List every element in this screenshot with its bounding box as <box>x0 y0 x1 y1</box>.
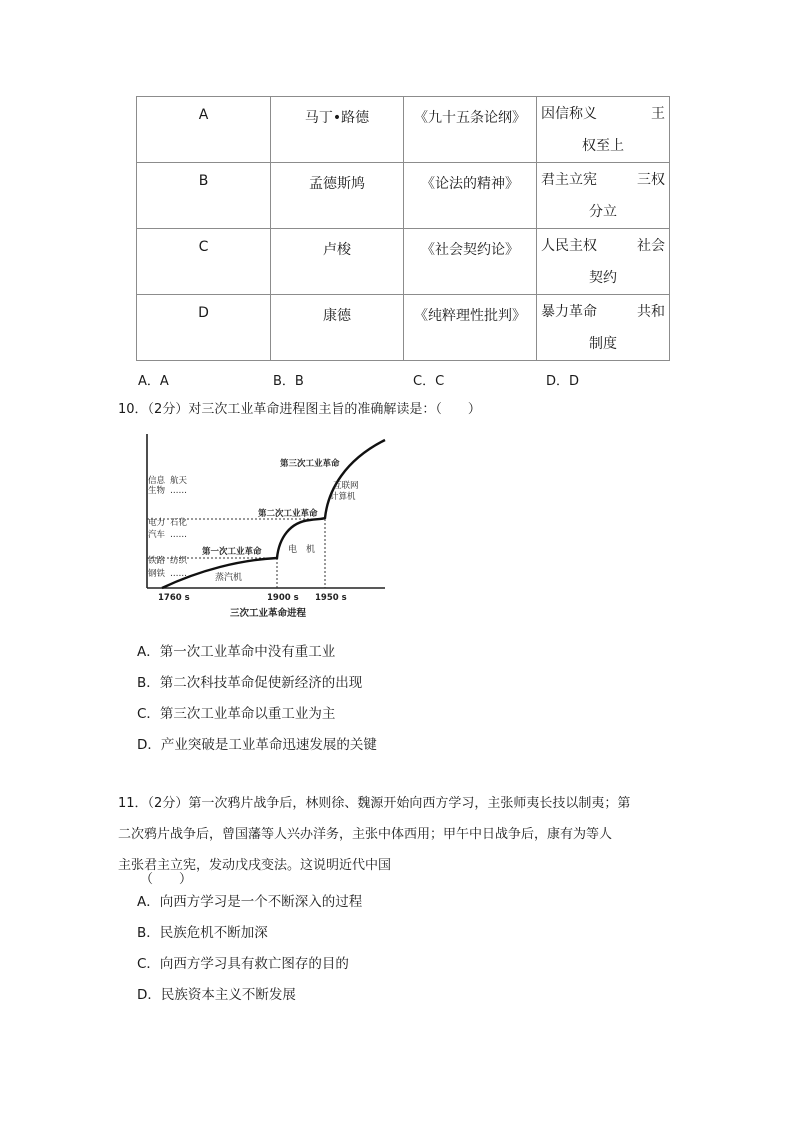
industrial-revolution-chart <box>140 430 390 622</box>
tech-steam-engine: 蒸汽机 <box>215 573 243 583</box>
y-label-line1: 铁路 <box>148 556 166 566</box>
q9-option-c[interactable]: C．C <box>413 374 445 389</box>
x-tick-1950: 1950 s <box>315 593 347 603</box>
q9-option-d[interactable]: D．D <box>546 374 580 389</box>
idea-cell: 因信称义 王 权至上 <box>537 97 670 163</box>
q9-option-a[interactable]: A．A <box>138 374 169 389</box>
q9-options <box>138 370 658 388</box>
stage-label-1: 第一次工业革命 <box>202 547 262 557</box>
stage-label-3: 第三次工业革命 <box>280 459 340 469</box>
person-cell: 康德 <box>271 295 404 361</box>
q10-option-c[interactable]: C．第三次工业革命以重工业为主 <box>137 706 336 722</box>
chart-title: 三次工业革命进程 <box>230 608 307 619</box>
y-label-line1b: 航天 <box>170 476 188 486</box>
work-cell: 《纯粹理性批判》 <box>404 295 537 361</box>
table-row <box>137 97 670 163</box>
person-cell: 孟德斯鸠 <box>271 163 404 229</box>
person-cell: 马丁•路德 <box>271 97 404 163</box>
tech-computer: 计算机 <box>330 492 356 502</box>
tech-motor: 电 机 <box>288 545 316 555</box>
y-label-line1b: 纺织 <box>170 556 188 566</box>
y-label-line2b: …… <box>170 569 187 579</box>
y-label-line2: 生物 <box>148 486 166 496</box>
q10-option-a[interactable]: A．第一次工业革命中没有重工业 <box>137 644 336 660</box>
q11-stem-line3: 主张君主立宪，发动戊戌变法。这说明近代中国 <box>118 858 392 873</box>
work-cell: 《社会契约论》 <box>404 229 537 295</box>
q11-stem-line2: 二次鸦片战争后，曾国藩等人兴办洋务，主张中体西用；甲午中日战争后，康有为等人 <box>118 827 613 842</box>
idea-cell: 人民主权 社会 契约 <box>537 229 670 295</box>
q11-option-b[interactable]: B．民族危机不断加深 <box>137 925 268 941</box>
q11-option-c[interactable]: C．向西方学习具有救亡图存的目的 <box>137 956 349 972</box>
option-letter-cell: D <box>137 295 271 361</box>
q10-option-b[interactable]: B．第二次科技革命促使新经济的出现 <box>137 675 363 691</box>
y-label-line2b: …… <box>170 486 187 496</box>
work-cell: 《论法的精神》 <box>404 163 537 229</box>
table-row <box>137 163 670 229</box>
table-row <box>137 229 670 295</box>
q11-option-d[interactable]: D．民族资本主义不断发展 <box>137 987 296 1003</box>
q9-option-b[interactable]: B．B <box>273 374 304 389</box>
y-label-line2: 钢铁 <box>148 569 166 579</box>
stage-label-2: 第二次工业革命 <box>258 509 318 519</box>
person-cell: 卢梭 <box>271 229 404 295</box>
q11-stem-line1: 11．（2分）第一次鸦片战争后，林则徐、魏源开始向西方学习，主张师夷长技以制夷；第 <box>118 796 631 811</box>
x-tick-1900: 1900 s <box>267 593 299 603</box>
tech-internet: 互联网 <box>333 481 359 491</box>
idea-cell: 暴力革命 共和 制度 <box>537 295 670 361</box>
y-label-line2b: …… <box>170 530 187 540</box>
q10-stem: 10．（2分）对三次工业革命进程图主旨的准确解读是：（ ） <box>118 402 481 417</box>
y-label-line1b: 石化 <box>170 518 188 528</box>
q11-option-a[interactable]: A．向西方学习是一个不断深入的过程 <box>137 894 363 910</box>
idea-cell: 君主立宪 三权 分立 <box>537 163 670 229</box>
y-label-line2: 汽车 <box>148 530 166 540</box>
x-tick-1760: 1760 s <box>158 593 190 603</box>
option-letter-cell: A <box>137 97 271 163</box>
q10-option-d[interactable]: D．产业突破是工业革命迅速发展的关键 <box>137 737 377 753</box>
option-letter-cell: C <box>137 229 271 295</box>
option-letter-cell: B <box>137 163 271 229</box>
q9-answer-table <box>136 96 670 361</box>
work-cell: 《九十五条论纲》 <box>404 97 537 163</box>
y-label-line1: 信息 <box>148 476 166 486</box>
table-row <box>137 295 670 361</box>
y-label-line1: 电力 <box>148 518 166 528</box>
q11-answer-blank: （ ） <box>140 872 193 887</box>
